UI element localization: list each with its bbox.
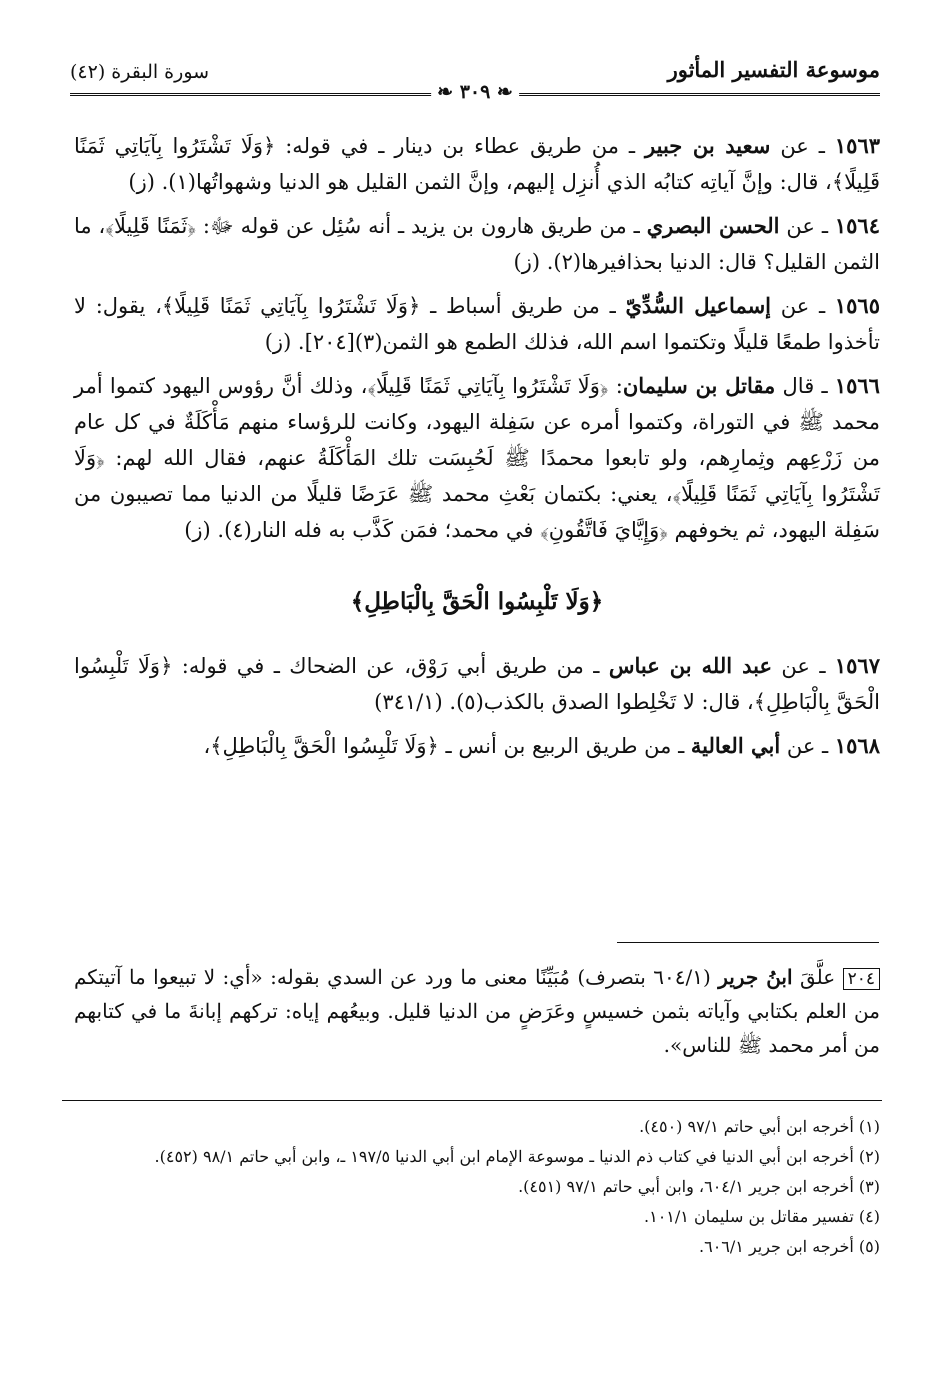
page-number-value: ٣٠٩ [459, 81, 491, 103]
footnotes [74, 1112, 880, 1262]
commentary-number-box: ٢٠٤ [843, 968, 880, 990]
entry-number: ١٥٦٨ [834, 733, 880, 758]
narrator-name: سعيد بن جبير [645, 133, 771, 158]
entry [74, 728, 880, 764]
page-number: ❧ ٣٠٩ ❧ [431, 81, 519, 103]
entry-prefix: ـ عن [781, 654, 826, 678]
entry-number: ١٥٦٥ [834, 293, 880, 318]
footnote: (٤) تفسير مقاتل بن سليمان ١٠١/١. [644, 1207, 880, 1226]
entry-number: ١٥٦٤ [834, 213, 880, 238]
entry [74, 368, 880, 548]
entry-text: ـ من طريق الربيع بن أنس ـ ﴿وَلَا تَلْبِسُوا الْحَقَّ بِالْبَاطِلِ﴾، [203, 734, 685, 758]
entry-number: ١٥٦٧ [834, 653, 880, 678]
book-title: موسوعة التفسير المأثور [667, 57, 880, 82]
entry-number: ١٥٦٣ [834, 133, 881, 158]
narrator-name: عبد الله بن عباس [608, 653, 772, 678]
footnotes-divider [62, 1100, 882, 1101]
commentary-author: ابنُ جرير [718, 965, 793, 989]
entry-text: ـ من طريق أبي رَوْق، عن الضحاك ـ في قوله: ﴿وَلَا تَلْبِسُوا الْحَقَّ بِالْبَاطِلِ﴾، قال: لا تَخْلِطوا الصدق بالكذب(٥). (٣٤١/١) [74, 654, 880, 714]
entry-prefix: ـ قال [782, 374, 828, 398]
footnote: (٥) أخرجه ابن جرير ٦٠٦/١. [699, 1237, 880, 1256]
entry-prefix: ـ عن [780, 134, 825, 158]
narrator-name: الحسن البصري [646, 213, 780, 238]
commentary-text: (٦٠٤/١ بتصرف) مُبَيِّنًا معنى ما ورد عن السدي بقوله: «أي: لا تبيعوا ما آتيتكم من العلم بكتابي وآياته بثمن خسيسٍ وعَرَضٍ من الدنيا قليل. وبيعُهم إياه: تركهم إبانةَ ما في كتابهم من أمر محمد ﷺ للناس». [74, 965, 880, 1057]
footnote: (١) أخرجه ابن أبي حاتم ٩٧/١ (٤٥٠). [639, 1117, 880, 1136]
main-text [74, 128, 880, 772]
verse-heading: ﴿وَلَا تَلْبِسُوا الْحَقَّ بِالْبَاطِلِ﴾ [350, 588, 604, 615]
footnote: (٣) أخرجه ابن جرير ٦٠٤/١، وابن أبي حاتم ٩٧/١ (٤٥١). [518, 1177, 880, 1196]
commentary-divider [617, 942, 879, 943]
entry [74, 128, 880, 200]
entry-number: ١٥٦٦ [834, 373, 880, 398]
commentary-prefix: علَّقَ [799, 965, 836, 989]
entry-prefix: ـ عن [780, 294, 826, 318]
narrator-name: إسماعيل السُّدِّيّ [625, 293, 772, 318]
footnote: (٢) أخرجه ابن أبي الدنيا في كتاب ذم الدنيا ـ موسوعة الإمام ابن أبي الدنيا ١٩٧/٥ ـ، وابن أبي حاتم ٩٨/١ (٤٥٢). [154, 1147, 880, 1166]
entry [74, 288, 880, 360]
entry-prefix: ـ عن [786, 214, 828, 238]
narrator-name: أبي العالية [690, 733, 781, 758]
entry-prefix: ـ عن [786, 734, 829, 758]
entry-text: ـ من طريق أسباط ـ ﴿وَلَا تَشْتَرُوا بِآيَاتِي ثَمَنًا قَلِيلًا﴾، يقول: لا تأخذوا طمعًا قليلًا وتكتموا اسم الله، فذلك الطمع هو الثمن(٣)[٢٠٤]. (ز) [74, 294, 880, 354]
entry-text: : ﴿وَلَا تَشْتَرُوا بِآيَاتِي ثَمَنًا قَلِيلًا﴾، وذلك أنَّ رؤوس اليهود كتموا أمر محمد ﷺ في التوراة، وكتموا أمره عن سَفِلة اليهود، وكانت للرؤساء منهم مَأْكَلَةٌ في كل عام من زَرْعِهم وثِمارِهم، ولو تابعوا محمدًا ﷺ لَحُبِسَت تلك المَأْكَلَةُ عنهم، فقال الله لهم: ﴿وَلَا تَشْتَرُوا بِآيَاتِي ثَمَنًا قَلِيلًا﴾، يعني: بكتمان بَعْثِ محمد ﷺ عَرَضًا قليلًا من الدنيا مما تصيبون من سَفِلة اليهود، ثم يخوفهم ﴿وَإِيَّايَ فَاتَّقُونِ﴾ في محمد؛ فمَن كَذَّب به فله النار(٤). (ز) [74, 374, 880, 542]
narrator-name: مقاتل بن سليمان [622, 373, 776, 398]
entry [74, 648, 880, 720]
page-header [70, 55, 880, 103]
commentary-note [74, 960, 880, 1062]
entry-text: ـ من طريق هارون بن يزيد ـ أنه سُئِل عن قوله ﷻ: ﴿ثَمَنًا قَلِيلًا﴾، ما الثمن القليل؟ قال: الدنيا بحذافيرها(٢). (ز) [74, 214, 880, 274]
surah-name: سورة البقرة (٤٢) [70, 61, 210, 83]
entry-text: ـ من طريق عطاء بن دينار ـ في قوله: ﴿وَلَا تَشْتَرُوا بِآيَاتِي ثَمَنًا قَلِيلًا﴾، قال: وإنَّ آياتِه كتابُه الذي أُنزِل إليهم، وإنَّ الثمن القليل هو الدنيا وشهواتُها(١). (ز) [74, 134, 880, 194]
entry [74, 208, 880, 280]
